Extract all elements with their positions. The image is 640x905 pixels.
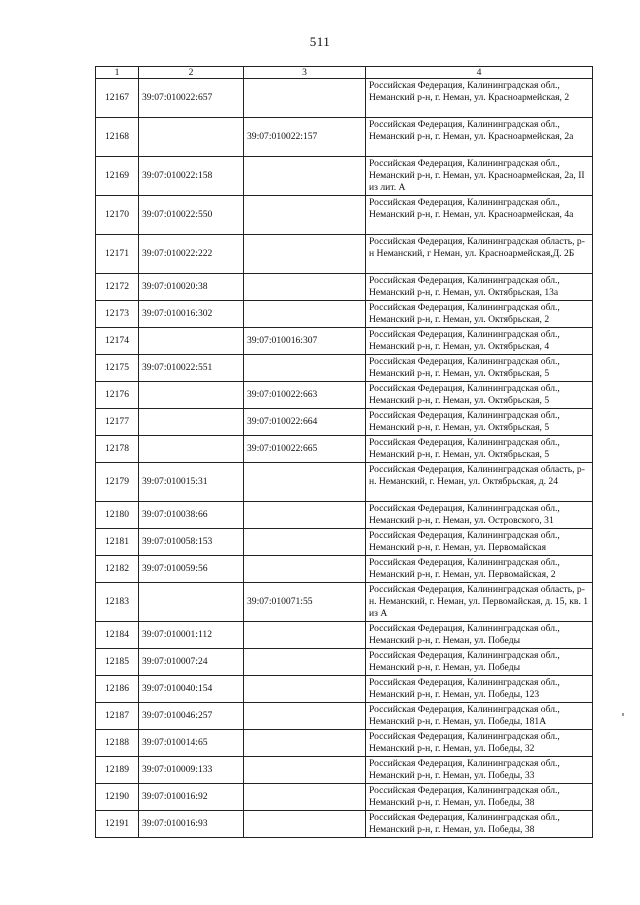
address-cell: Российская Федерация, Калининградская обл., Неманский р-н, г. Неман, ул. Красноармейская, 2а [366, 118, 593, 157]
table-row [96, 463, 593, 502]
address-cell: Российская Федерация, Калининградская область, р-н. Неманский, г. Неман, ул. Октябрьская, д. 24 [366, 463, 593, 502]
row-number-cell: 12171 [96, 235, 139, 274]
cadastral-number-alt-cell [244, 703, 366, 730]
cadastral-number-cell: 39:07:010038:66 [139, 502, 244, 529]
cadastral-number-cell: 39:07:010015:31 [139, 463, 244, 502]
cadastral-number-alt-cell [244, 274, 366, 301]
address-cell: Российская Федерация, Калининградская обл., Неманский р-н, г. Неман, ул. Победы [366, 622, 593, 649]
cadastral-number-cell: 39:07:010022:158 [139, 157, 244, 196]
cadastral-number-cell [139, 583, 244, 622]
address-cell: Российская Федерация, Калининградская обл., Неманский р-н, г. Неман, ул. Октябрьская, 13а [366, 274, 593, 301]
row-number-cell: 12182 [96, 556, 139, 583]
row-number-cell: 12174 [96, 328, 139, 355]
address-cell: Российская Федерация, Калининградская обл., Неманский р-н, г. Неман, ул. Победы, 181А [366, 703, 593, 730]
row-number-cell: 12168 [96, 118, 139, 157]
cadastral-number-cell: 39:07:010007:24 [139, 649, 244, 676]
table-row [96, 79, 593, 118]
cadastral-number-cell: 39:07:010022:551 [139, 355, 244, 382]
table-row [96, 622, 593, 649]
cadastral-number-alt-cell: 39:07:010071:55 [244, 583, 366, 622]
header-row [96, 67, 593, 79]
row-number-cell: 12177 [96, 409, 139, 436]
registry-table [95, 66, 593, 838]
table-row [96, 436, 593, 463]
cadastral-number-alt-cell [244, 355, 366, 382]
address-cell: Российская Федерация, Калининградская область, р-н. Неманский, г. Неман, ул. Первомайская, д. 15, кв. 1 из А [366, 583, 593, 622]
row-number-cell: 12179 [96, 463, 139, 502]
table-row [96, 355, 593, 382]
row-number-cell: 12189 [96, 757, 139, 784]
cadastral-number-cell: 39:07:010059:56 [139, 556, 244, 583]
table-row [96, 811, 593, 838]
table-row [96, 784, 593, 811]
address-cell: Российская Федерация, Калининградская обл., Неманский р-н, г. Неман, ул. Октябрьская, 2 [366, 301, 593, 328]
table-row [96, 409, 593, 436]
address-cell: Российская Федерация, Калининградская обл., Неманский р-н, г. Неман, ул. Красноармейская, 2а, II из лит. А [366, 157, 593, 196]
cadastral-number-alt-cell [244, 556, 366, 583]
cadastral-number-cell: 39:07:010022:222 [139, 235, 244, 274]
cadastral-number-alt-cell: 39:07:010022:157 [244, 118, 366, 157]
table-row [96, 328, 593, 355]
table-row [96, 649, 593, 676]
cadastral-number-alt-cell [244, 502, 366, 529]
row-number-cell: 12176 [96, 382, 139, 409]
cadastral-number-cell [139, 382, 244, 409]
cadastral-number-cell: 39:07:010046:257 [139, 703, 244, 730]
table-row [96, 274, 593, 301]
table-row [96, 703, 593, 730]
cadastral-number-cell: 39:07:010009:133 [139, 757, 244, 784]
table-row [96, 556, 593, 583]
table-row [96, 529, 593, 556]
address-cell: Российская Федерация, Калининградская обл., Неманский р-н, г. Неман, ул. Победы, 123 [366, 676, 593, 703]
row-number-cell: 12185 [96, 649, 139, 676]
row-number-cell: 12184 [96, 622, 139, 649]
table-body [96, 79, 593, 838]
cadastral-number-alt-cell [244, 463, 366, 502]
page-number: 511 [309, 34, 331, 49]
header-col-4: 4 [366, 67, 593, 79]
address-cell: Российская Федерация, Калининградская обл., Неманский р-н, г. Неман, ул. Красноармейская, 4а [366, 196, 593, 235]
row-number-cell: 12170 [96, 196, 139, 235]
cadastral-number-alt-cell [244, 301, 366, 328]
address-cell: Российская Федерация, Калининградская обл., Неманский р-н, г. Неман, ул. Победы [366, 649, 593, 676]
cadastral-number-alt-cell [244, 811, 366, 838]
table-row [96, 502, 593, 529]
header-col-2: 2 [139, 67, 244, 79]
table-row [96, 118, 593, 157]
address-cell: Российская Федерация, Калининградская обл., Неманский р-н, г. Неман, ул. Октябрьская, 5 [366, 436, 593, 463]
address-cell: Российская Федерация, Калининградская область, р-н Неманский, г Неман, ул. Красноармейская,Д. 2Б [366, 235, 593, 274]
row-number-cell: 12183 [96, 583, 139, 622]
row-number-cell: 12190 [96, 784, 139, 811]
table-row [96, 757, 593, 784]
cadastral-number-cell: 39:07:010001:112 [139, 622, 244, 649]
table-row [96, 583, 593, 622]
cadastral-number-alt-cell: 39:07:010022:663 [244, 382, 366, 409]
table-row [96, 676, 593, 703]
cadastral-number-cell: 39:07:010022:550 [139, 196, 244, 235]
cadastral-number-cell: 39:07:010016:92 [139, 784, 244, 811]
address-cell: Российская Федерация, Калининградская обл., Неманский р-н, г. Неман, ул. Победы, 38 [366, 811, 593, 838]
address-cell: Российская Федерация, Калининградская обл., Неманский р-н, г. Неман, ул. Первомайская [366, 529, 593, 556]
address-cell: Российская Федерация, Калининградская обл., Неманский р-н, г. Неман, ул. Октябрьская, 5 [366, 382, 593, 409]
address-cell: Российская Федерация, Калининградская обл., Неманский р-н, г. Неман, ул. Победы, 38 [366, 784, 593, 811]
cadastral-number-cell: 39:07:010016:93 [139, 811, 244, 838]
table-row [96, 157, 593, 196]
address-cell: Российская Федерация, Калининградская обл., Неманский р-н, г. Неман, ул. Победы, 33 [366, 757, 593, 784]
row-number-cell: 12187 [96, 703, 139, 730]
header-col-3: 3 [244, 67, 366, 79]
cadastral-number-cell: 39:07:010016:302 [139, 301, 244, 328]
cadastral-number-alt-cell [244, 79, 366, 118]
address-cell: Российская Федерация, Калининградская обл., Неманский р-н, г. Неман, ул. Первомайская, 2 [366, 556, 593, 583]
cadastral-number-alt-cell [244, 784, 366, 811]
cadastral-number-cell: 39:07:010040:154 [139, 676, 244, 703]
row-number-cell: 12175 [96, 355, 139, 382]
address-cell: Российская Федерация, Калининградская обл., Неманский р-н, г. Неман, ул. Победы, 32 [366, 730, 593, 757]
header-col-1: 1 [96, 67, 139, 79]
row-number-cell: 12188 [96, 730, 139, 757]
address-cell: Российская Федерация, Калининградская обл., Неманский р-н, г. Неман, ул. Октябрьская, 4 [366, 328, 593, 355]
row-number-cell: 12178 [96, 436, 139, 463]
row-number-cell: 12180 [96, 502, 139, 529]
address-cell: Российская Федерация, Калининградская обл., Неманский р-н, г. Неман, ул. Октябрьская, 5 [366, 355, 593, 382]
cadastral-number-cell [139, 409, 244, 436]
cadastral-number-cell: 39:07:010022:657 [139, 79, 244, 118]
cadastral-number-alt-cell [244, 676, 366, 703]
table-row [96, 301, 593, 328]
cadastral-number-cell [139, 328, 244, 355]
row-number-cell: 12169 [96, 157, 139, 196]
address-cell: Российская Федерация, Калининградская обл., Неманский р-н, г. Неман, ул. Красноармейская, 2 [366, 79, 593, 118]
scan-speck [622, 713, 624, 716]
address-cell: Российская Федерация, Калининградская обл., Неманский р-н, г. Неман, ул. Островского, 31 [366, 502, 593, 529]
cadastral-number-cell: 39:07:010020:38 [139, 274, 244, 301]
cadastral-number-alt-cell [244, 649, 366, 676]
row-number-cell: 12181 [96, 529, 139, 556]
cadastral-number-alt-cell [244, 757, 366, 784]
table-header [96, 67, 593, 79]
cadastral-number-alt-cell: 39:07:010022:665 [244, 436, 366, 463]
row-number-cell: 12167 [96, 79, 139, 118]
cadastral-number-alt-cell [244, 529, 366, 556]
row-number-cell: 12186 [96, 676, 139, 703]
row-number-cell: 12191 [96, 811, 139, 838]
table-row [96, 196, 593, 235]
cadastral-number-alt-cell [244, 730, 366, 757]
cadastral-number-alt-cell [244, 235, 366, 274]
cadastral-number-cell: 39:07:010014:65 [139, 730, 244, 757]
cadastral-number-alt-cell [244, 196, 366, 235]
cadastral-number-alt-cell [244, 622, 366, 649]
cadastral-number-cell: 39:07:010058:153 [139, 529, 244, 556]
address-cell: Российская Федерация, Калининградская обл., Неманский р-н, г. Неман, ул. Октябрьская, 5 [366, 409, 593, 436]
cadastral-number-cell [139, 118, 244, 157]
row-number-cell: 12172 [96, 274, 139, 301]
table-row [96, 382, 593, 409]
cadastral-number-alt-cell: 39:07:010016:307 [244, 328, 366, 355]
table-row [96, 730, 593, 757]
cadastral-number-alt-cell [244, 157, 366, 196]
cadastral-number-cell [139, 436, 244, 463]
cadastral-number-alt-cell: 39:07:010022:664 [244, 409, 366, 436]
table-row [96, 235, 593, 274]
row-number-cell: 12173 [96, 301, 139, 328]
